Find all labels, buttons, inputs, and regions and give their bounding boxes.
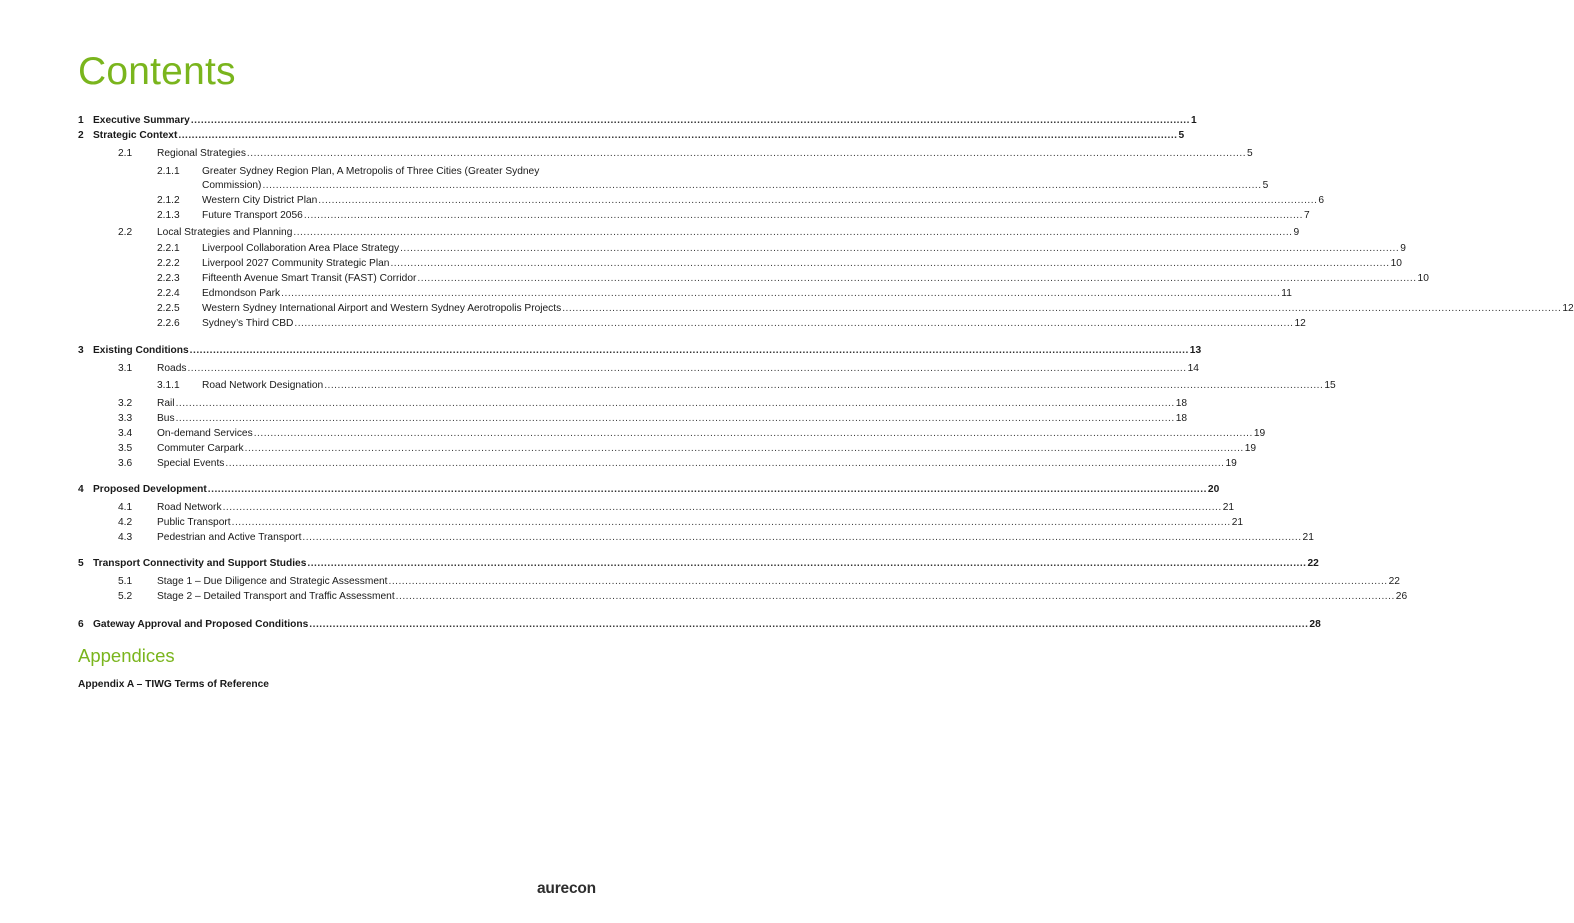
toc-entry-page: 19 [1244, 443, 1257, 454]
toc-leader-dots: ............................................................................................................................................................................................................................................................................................................ [225, 458, 1225, 469]
toc-entry[interactable] [0, 442, 1257, 456]
toc-entry-label: Executive Summary [93, 115, 190, 126]
toc-leader-dots: ............................................................................................................................................................................................................................................................................................................ [395, 591, 1395, 602]
appendix-a-link[interactable]: Appendix A – TIWG Terms of Reference [78, 679, 269, 690]
toc-entry-page: 10 [1417, 273, 1429, 284]
toc-leader-dots: ............................................................................................................................................................................................................................................................................................................ [262, 180, 1262, 191]
toc-entry-page: 5 [1262, 180, 1269, 191]
toc-leader-dots: ............................................................................................................................................................................................................................................................................................................ [417, 273, 1417, 284]
toc-leader-dots: ............................................................................................................................................................................................................................................................................................................ [231, 517, 1231, 528]
toc-entry[interactable] [0, 287, 1292, 301]
page-title: Contents [78, 50, 236, 93]
toc-entry[interactable] [0, 114, 1197, 128]
toc-leader-dots: ............................................................................................................................................................................................................................................................................................................ [187, 363, 1187, 374]
toc-entry-number: 6 [78, 619, 84, 630]
toc-entry-label: Special Events [157, 458, 225, 469]
toc-leader-dots: ............................................................................................................................................................................................................................................................................................................ [307, 558, 1307, 569]
toc-entry-label: Sydney’s Third CBD [202, 318, 294, 329]
toc-entry[interactable] [0, 590, 1408, 604]
toc-leader-dots: ............................................................................................................................................................................................................................................................................................................ [388, 576, 1388, 587]
toc-entry-number: 2.1 [118, 148, 133, 159]
toc-entry-page: 18 [1175, 413, 1188, 424]
toc-entry[interactable] [0, 397, 1188, 411]
toc-entry-label: Road Network [157, 502, 222, 513]
toc-entry[interactable] [0, 501, 1235, 515]
toc-entry-number: 3.1 [118, 363, 133, 374]
toc-entry-label: Regional Strategies [157, 148, 246, 159]
toc-entry[interactable] [0, 257, 1402, 271]
toc-entry-page: 15 [1324, 380, 1336, 391]
toc-entry-page: 13 [1189, 345, 1202, 356]
toc-entry-page: 20 [1207, 484, 1220, 495]
toc-entry-number: 3.4 [118, 428, 133, 439]
toc-entry-number: 3.2 [118, 398, 133, 409]
toc-entry-label: Public Transport [157, 517, 231, 528]
toc-entry-number: 1 [78, 115, 84, 126]
toc-entry-number: 5.2 [118, 591, 133, 602]
toc-entry-page: 26 [1395, 591, 1408, 602]
toc-leader-dots: ............................................................................................................................................................................................................................................................................................................ [302, 532, 1302, 543]
toc-entry-page: 5 [1247, 148, 1253, 159]
toc-entry-page: 9 [1400, 243, 1406, 254]
toc-entry-label: Existing Conditions [93, 345, 189, 356]
toc-entry-number: 2.2.3 [157, 273, 180, 284]
toc-leader-dots: ............................................................................................................................................................................................................................................................................................................ [175, 398, 1175, 409]
toc-entry[interactable] [0, 412, 1188, 426]
toc-entry-page: 22 [1388, 576, 1400, 587]
toc-entry[interactable] [0, 379, 1336, 393]
toc-leader-dots: ............................................................................................................................................................................................................................................................................................................ [293, 227, 1293, 238]
toc-entry[interactable] [0, 194, 1325, 208]
toc-entry-label: On-demand Services [157, 428, 253, 439]
toc-entry-number: 2.2.2 [157, 258, 180, 269]
toc-entry[interactable] [0, 618, 1321, 632]
toc-entry[interactable] [0, 165, 1269, 193]
toc-entry-label: Transport Connectivity and Support Studies [93, 558, 307, 569]
toc-entry-page: 6 [1318, 195, 1325, 206]
toc-leader-dots: ............................................................................................................................................................................................................................................................................................................ [562, 303, 1562, 314]
toc-entry-number: 4.2 [118, 517, 133, 528]
toc-entry-number: 2 [78, 130, 84, 141]
toc-entry-number: 2.1.3 [157, 210, 180, 221]
toc-leader-dots: ............................................................................................................................................................................................................................................................................................................ [189, 345, 1189, 356]
toc-entry-page: 11 [1281, 288, 1292, 299]
toc-entry[interactable] [0, 344, 1202, 358]
toc-entry-label: Proposed Development [93, 484, 207, 495]
toc-entry[interactable] [0, 129, 1185, 143]
toc-entry-number: 2.2.4 [157, 288, 180, 299]
toc-entry[interactable] [0, 531, 1314, 545]
toc-leader-dots: ............................................................................................................................................................................................................................................................................................................ [294, 318, 1294, 329]
toc-entry-page: 19 [1225, 458, 1237, 469]
toc-entry-number: 3 [78, 345, 84, 356]
appendices-heading: Appendices [78, 645, 175, 666]
toc-entry-number: 2.2.6 [157, 318, 180, 329]
toc-entry-number: 5 [78, 558, 84, 569]
toc-entry-label: Bus [157, 413, 175, 424]
toc-entry[interactable] [0, 362, 1199, 376]
toc-entry[interactable] [0, 557, 1319, 571]
toc-entry-number: 3.6 [118, 458, 133, 469]
toc-entry[interactable] [0, 302, 1574, 316]
toc-entry-number: 3.1.1 [157, 380, 180, 391]
toc-entry-label: Stage 2 – Detailed Transport and Traffic Assessment [157, 591, 395, 602]
toc-entry-label: Rail [157, 398, 175, 409]
toc-leader-dots: ............................................................................................................................................................................................................................................................................................................ [303, 210, 1303, 221]
toc-entry-label: Commuter Carpark [157, 443, 244, 454]
toc-leader-dots: ............................................................................................................................................................................................................................................................................................................ [253, 428, 1253, 439]
toc-leader-dots: ............................................................................................................................................................................................................................................................................................................ [190, 115, 1190, 126]
toc-entry-number: 4 [78, 484, 84, 495]
toc-entry[interactable] [0, 226, 1300, 240]
toc-entry-label: Edmondson Park [202, 288, 281, 299]
toc-leader-dots: ............................................................................................................................................................................................................................................................................................................ [175, 413, 1175, 424]
toc-entry[interactable] [0, 209, 1310, 223]
toc-entry-page: 14 [1187, 363, 1199, 374]
toc-leader-dots: ............................................................................................................................................................................................................................................................................................................ [246, 148, 1247, 159]
toc-entry-number: 3.3 [118, 413, 133, 424]
toc-entry-page: 12 [1562, 303, 1574, 314]
toc-entry-label: Liverpool 2027 Community Strategic Plan [202, 258, 390, 269]
toc-leader-dots: ............................................................................................................................................................................................................................................................................................................ [281, 288, 1281, 299]
toc-entry-label: Local Strategies and Planning [157, 227, 293, 238]
toc-leader-dots: ............................................................................................................................................................................................................................................................................................................ [244, 443, 1244, 454]
toc-leader-dots: ............................................................................................................................................................................................................................................................................................................ [178, 130, 1178, 141]
toc-entry-number: 4.1 [118, 502, 133, 513]
toc-leader-dots: ............................................................................................................................................................................................................................................................................................................ [324, 380, 1324, 391]
aurecon-logo-text: aurecon [537, 880, 596, 897]
toc-entry-page: 18 [1175, 398, 1188, 409]
toc-entry-page: 28 [1309, 619, 1321, 630]
toc-entry[interactable] [0, 483, 1220, 497]
toc-entry-page: 1 [1190, 115, 1197, 126]
toc-entry[interactable] [0, 516, 1244, 530]
toc-entry-number: 2.1.1 [157, 166, 180, 177]
toc-entry-label: Road Network Designation [202, 380, 324, 391]
toc-entry-number: 5.1 [118, 576, 133, 587]
toc-entry-page: 5 [1178, 130, 1185, 141]
toc-entry-page: 21 [1302, 532, 1314, 543]
toc-leader-dots: ............................................................................................................................................................................................................................................................................................................ [207, 484, 1207, 495]
toc-entry[interactable] [0, 457, 1237, 471]
toc-entry-page: 10 [1390, 258, 1402, 269]
toc-entry-label: Western City District Plan [202, 195, 318, 206]
toc-entry-page: 22 [1307, 558, 1319, 569]
toc-entry-page: 19 [1253, 428, 1266, 439]
toc-entry-label: Liverpool Collaboration Area Place Strategy [202, 243, 400, 254]
toc-entry[interactable] [0, 427, 1266, 441]
toc-entry-number: 2.1.2 [157, 195, 180, 206]
toc-entry-page: 21 [1231, 517, 1244, 528]
toc-entry-label: Gateway Approval and Proposed Conditions [93, 619, 309, 630]
toc-entry-label: Roads [157, 363, 187, 374]
toc-entry-label: Fifteenth Avenue Smart Transit (FAST) Corridor [202, 273, 417, 284]
toc-leader-dots: ............................................................................................................................................................................................................................................................................................................ [318, 195, 1318, 206]
toc-entry-label: Pedestrian and Active Transport [157, 532, 302, 543]
toc-entry-label: Stage 1 – Due Diligence and Strategic Assessment [157, 576, 388, 587]
toc-entry-number: 2.2 [118, 227, 133, 238]
toc-entry-label: Western Sydney International Airport and Western Sydney Aerotropolis Projects [202, 303, 562, 314]
toc-entry[interactable] [0, 272, 1429, 286]
toc-leader-dots: ............................................................................................................................................................................................................................................................................................................ [400, 243, 1400, 254]
toc-entry-page: 9 [1293, 227, 1300, 238]
toc-entry-number: 3.5 [118, 443, 133, 454]
toc-entry-number: 2.2.1 [157, 243, 180, 254]
toc-entry-page: 21 [1222, 502, 1235, 513]
aurecon-logo [537, 880, 596, 898]
toc-entry[interactable] [0, 147, 1253, 161]
toc-entry-label: Future Transport 2056 [202, 210, 303, 221]
toc-entry-number: 4.3 [118, 532, 133, 543]
toc-entry-label-continued: Commission) [202, 180, 262, 191]
toc-entry[interactable] [0, 575, 1400, 589]
toc-leader-dots: ............................................................................................................................................................................................................................................................................................................ [309, 619, 1309, 630]
toc-entry-label: Greater Sydney Region Plan, A Metropolis of Three Cities (Greater Sydney [202, 166, 540, 177]
toc-leader-dots: ............................................................................................................................................................................................................................................................................................................ [222, 502, 1222, 513]
toc-entry-label: Strategic Context [93, 130, 178, 141]
toc-entry-number: 2.2.5 [157, 303, 180, 314]
toc-entry-page: 7 [1303, 210, 1310, 221]
toc-entry[interactable] [0, 317, 1306, 331]
toc-entry-page: 12 [1294, 318, 1306, 329]
toc-leader-dots: ............................................................................................................................................................................................................................................................................................................ [390, 258, 1390, 269]
toc-entry[interactable] [0, 242, 1406, 256]
